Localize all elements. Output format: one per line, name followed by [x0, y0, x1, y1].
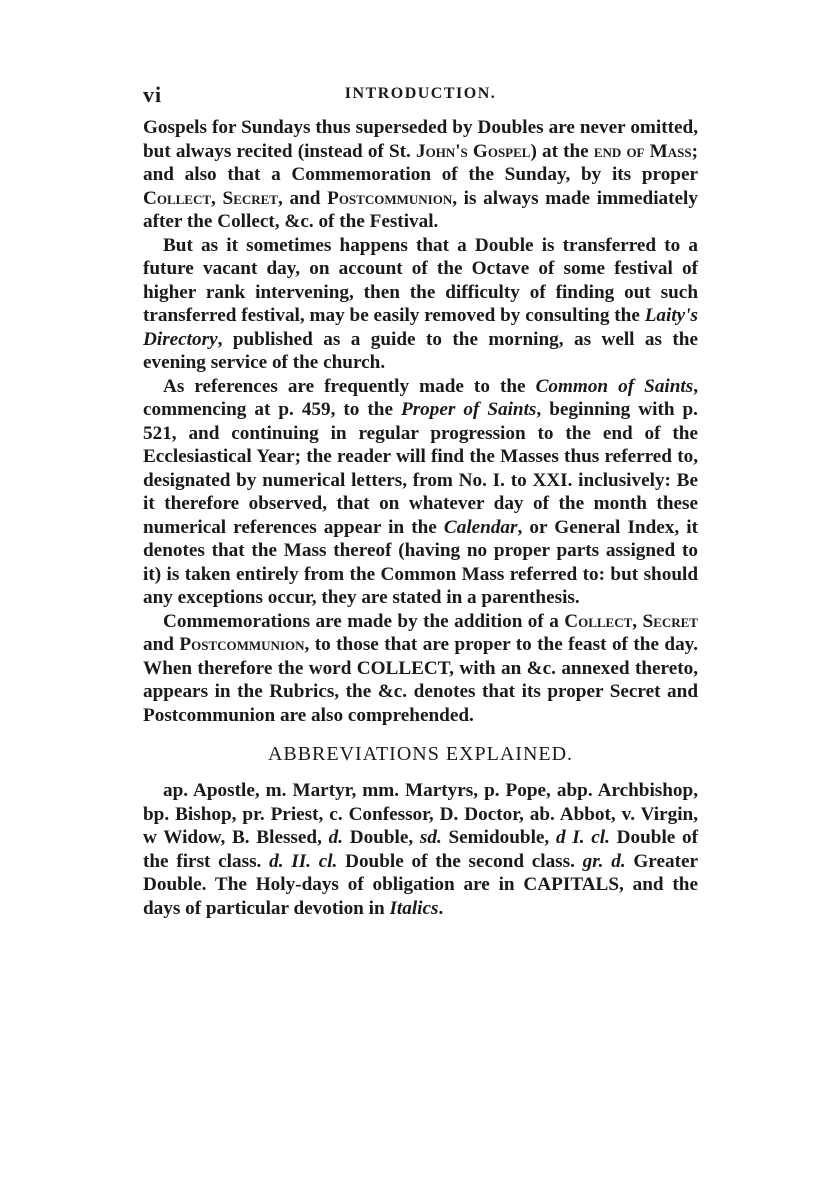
italic-run: d.	[328, 827, 343, 848]
small-caps-run: John's Gospel	[416, 140, 531, 162]
paragraph-references	[143, 375, 698, 610]
text-run: .	[438, 897, 444, 919]
small-caps-run: Collect, Secret	[564, 610, 698, 632]
italic-run: Calendar	[443, 516, 518, 538]
italic-run: Italics	[389, 897, 439, 919]
running-title: INTRODUCTION.	[344, 85, 497, 102]
small-caps-run: Postcommunion	[179, 634, 305, 655]
book-page	[143, 82, 698, 920]
paragraph-transferred-double	[143, 234, 698, 375]
italic-run: Common of Saints	[535, 375, 694, 397]
text-run: , published as a guide to the morning, as well as the evening service of the church.	[143, 328, 698, 373]
text-run: , or General Index, it denotes that the Mass thereof (having no proper parts assigned to it) is taken entirely from the Common Mass referred to: but should any exceptions occur, they are stated in a parenthesis.	[143, 516, 698, 608]
paragraph-gospels	[143, 116, 698, 234]
running-head	[143, 82, 698, 116]
italic-run: gr. d.	[582, 850, 626, 872]
text-run: ap. Apostle, m. Martyr, mm. Martyrs, p. Pope, abp. Archbishop, bp. Bishop, pr. Priest, c. Confessor, D. Doctor, ab. Abbot, v. Virgin, w Widow, B. Blessed,	[143, 780, 698, 848]
text-run: Semidouble,	[441, 827, 556, 848]
paragraph-commemorations	[143, 610, 698, 728]
small-caps-run: Collect, Secret,	[143, 187, 283, 209]
italic-run: d I. cl.	[555, 827, 610, 848]
italic-run: Laity's Directory	[143, 305, 698, 350]
abbreviations-list	[143, 779, 698, 920]
italic-run: sd.	[419, 827, 442, 848]
text-run: , beginning with p. 521, and continuing in regular progression to the end of the Ecclesiastical Year; the reader will find the Masses thus referred to, designated by numerical letters, from No. I. to XXI. inclusively: Be it therefore observed, that on whatever day of the month these numerical references appear in the	[143, 399, 698, 538]
italic-run: d. II. cl.	[269, 850, 338, 872]
text-run: Double,	[343, 827, 420, 848]
text-run: ) at the	[530, 140, 594, 162]
text-run: and	[143, 634, 180, 655]
text-run: and	[282, 187, 328, 209]
text-run: But as it sometimes happens that a Double is transferred to a future vacant day, on account of the Octave of some festival of higher rank intervening, then the difficulty of finding out such transferred festival, may be easily removed by consulting the	[143, 234, 698, 326]
text-run: Double of the second class.	[337, 850, 583, 872]
text-run: , is always made immediately after the Collect, &c. of the Festival.	[143, 187, 698, 232]
small-caps-run: end of Mass	[593, 140, 692, 162]
text-run: Greater Double. The Holy-days of obligation are in CAPITALS, and the days of particular devotion in	[143, 850, 699, 919]
text-run: Commemorations are made by the addition of a	[163, 610, 565, 632]
text-run: ; and also that a Commemoration of the Sunday, by its proper	[143, 140, 698, 185]
text-run: As references are frequently made to the	[163, 375, 536, 397]
text-run: , to those that are proper to the feast of the day. When therefore the word COLLECT, with an &c. annexed thereto, appears in the Rubrics, the &c. denotes that its proper Secret and Postcommunion are also comprehended.	[143, 634, 699, 726]
text-run: Gospels for Sundays thus superseded by Doubles are never omitted, but always recited (instead of St.	[143, 117, 698, 162]
italic-run: Proper of Saints	[400, 399, 537, 420]
text-run: , commencing at p. 459, to the	[143, 375, 699, 420]
abbreviations-heading: ABBREVIATIONS EXPLAINED.	[267, 743, 574, 765]
page-number: vi	[143, 82, 163, 107]
text-run: Double of the first class.	[143, 827, 698, 872]
small-caps-run: Postcommunion	[327, 187, 453, 209]
